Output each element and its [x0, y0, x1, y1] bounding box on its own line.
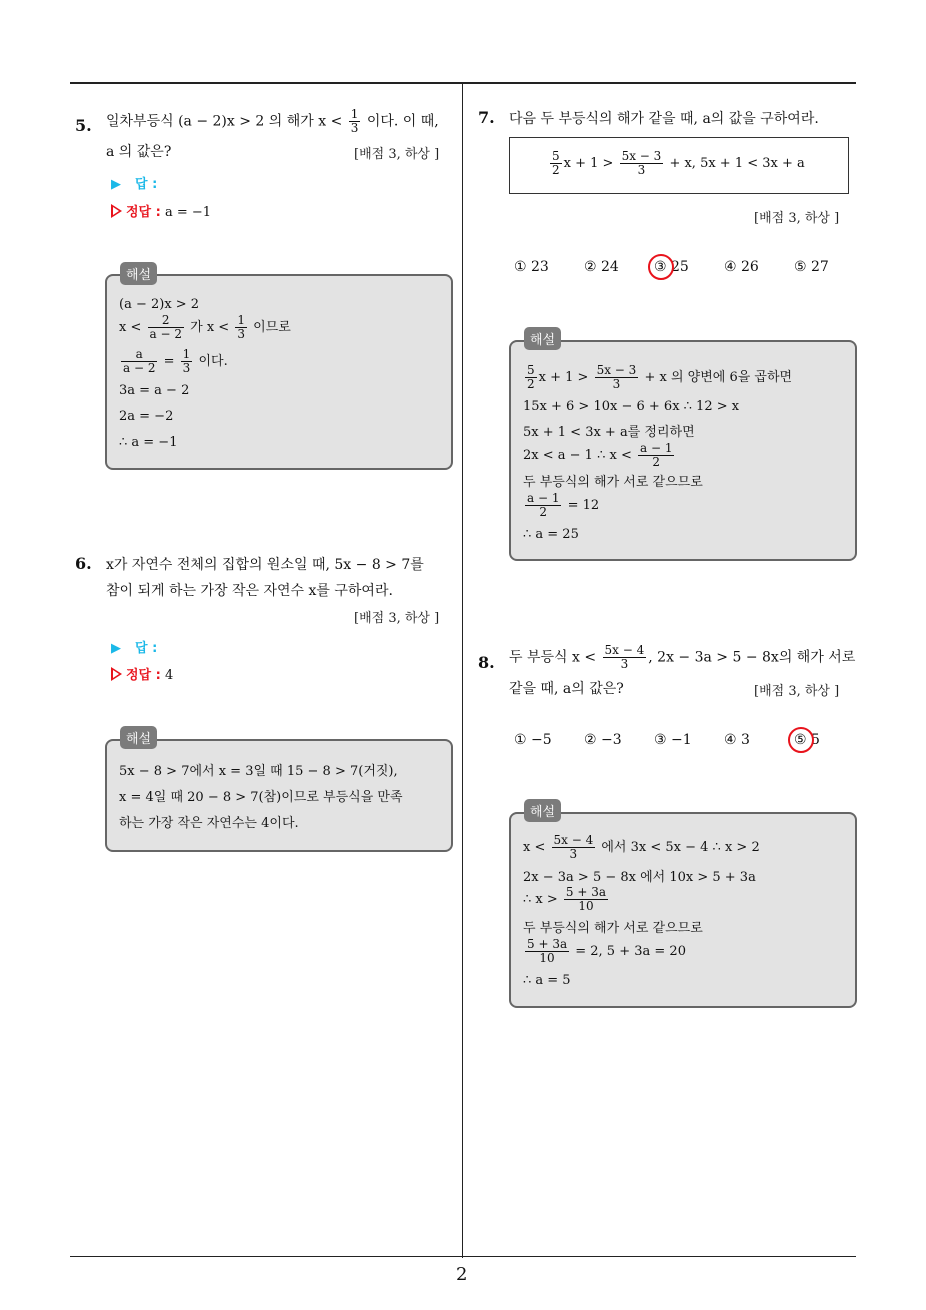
- score-difficulty: [배점 3, 하상 ]: [354, 147, 440, 162]
- open-triangle-icon: [111, 667, 122, 681]
- question-text-line1: 다음 두 부등식의 해가 같을 때, a의 값을 구하여라.: [509, 111, 819, 127]
- question-number: 8.: [478, 653, 495, 672]
- solution-tag: 해설: [524, 327, 561, 350]
- selected-answer-circle: [648, 254, 674, 280]
- solution-box: 5x − 8 > 7에서 x = 3일 때 15 − 8 > 7(거짓), x = 4일 때 20 − 8 > 7(참)이므로 부등식을 만족 하는 가장 작은 자연수는 4이다.: [105, 739, 453, 852]
- bottom-rule: [70, 1256, 856, 1257]
- solution-tag: 해설: [120, 726, 157, 749]
- choice-4[interactable]: ④ 3: [724, 732, 750, 748]
- correct-answer: 정답 : a = −1: [111, 201, 211, 220]
- question-text-line2: a 의 값은?: [106, 144, 172, 160]
- score-difficulty: [배점 3, 하상 ]: [754, 211, 840, 226]
- question-number: 7.: [478, 108, 495, 127]
- solution-box: x < $\frac{5x - 4}{3}$ 에서 3x < 5x − 4 ∴ x > 2 2x − 3a > 5 − 8x 에서 10x > 5 + 3a ∴ x > $\frac{5 + 3a}{10}$ 두 부등식의 해가 서로 같으므로 $\frac{5 + 3a}{10}$ = 2, 5 + 3a = 20 ∴ a = 5: [509, 812, 857, 1008]
- choice-2[interactable]: ② 24: [584, 259, 619, 275]
- choice-2[interactable]: ② −3: [584, 732, 622, 748]
- inequality-box: $\frac{5}{2}$ x + 1 > $\frac{5x - 3}{3}$ + x, 5x + 1 < 3x + a: [509, 137, 849, 194]
- choice-3[interactable]: ③ −1: [654, 732, 692, 748]
- choice-5[interactable]: ⑤ 27: [794, 259, 829, 275]
- question-text-line2: 같을 때, a의 값은?: [509, 681, 624, 697]
- choice-4[interactable]: ④ 26: [724, 259, 759, 275]
- question-text-line2: 참이 되게 하는 가장 작은 자연수 x를 구하여라.: [106, 583, 393, 599]
- selected-answer-circle: [788, 727, 814, 753]
- open-triangle-icon: [111, 204, 122, 218]
- solution-tag: 해설: [120, 262, 157, 285]
- choice-1[interactable]: ① 23: [514, 259, 549, 275]
- solution-box: $\frac{5}{2}$ x + 1 > $\frac{5x - 3}{3}$ + x 의 양변에 6을 곱하면 15x + 6 > 10x − 6 + 6x ∴ 12 > x 5x + 1 < 3x + a를 정리하면 2x < a − 1 ∴ x < $\frac{a - 1}{2}$ 두 부등식의 해가 서로 같으므로 $\frac{a - 1}{2}$ = 12 ∴ a = 25: [509, 340, 857, 561]
- question-text-line1: 두 부등식 x < $\frac{5x - 4}{3}$ , 2x − 3a > 5 − 8x의 해가 서로: [509, 643, 856, 671]
- center-divider: [462, 83, 463, 1258]
- top-rule: [70, 82, 856, 84]
- correct-answer: 정답 : 4: [111, 664, 173, 683]
- question-number: 5.: [75, 116, 92, 135]
- question-text-line1: 일차부등식 (a − 2)x > 2 의 해가 x < $\frac{1}{3}$ 이다. 이 때,: [106, 107, 439, 135]
- score-difficulty: [배점 3, 하상 ]: [354, 611, 440, 626]
- solution-box: (a − 2)x > 2 x < $\frac{2}{a - 2}$ 가 x < $\frac{1}{3}$ 이므로 $\frac{a}{a - 2}$ = $\frac{1}{3}$ 이다. 3a = a − 2 2a = −2 ∴ a = −1: [105, 274, 453, 470]
- solution-tag: 해설: [524, 799, 561, 822]
- question-number: 6.: [75, 554, 92, 573]
- fraction: $\frac{1}{3}$: [350, 107, 359, 135]
- choice-1[interactable]: ① −5: [514, 732, 552, 748]
- choice-3[interactable]: ③ 25: [654, 259, 689, 275]
- question-text-line1: x가 자연수 전체의 집합의 원소일 때, 5x − 8 > 7를: [106, 557, 424, 573]
- page-number: 2: [456, 1264, 468, 1285]
- answer-label: ▶ 답 :: [111, 177, 158, 192]
- answer-label: ▶ 답 :: [111, 641, 158, 656]
- choice-5[interactable]: ⑤ 5: [794, 732, 820, 748]
- score-difficulty: [배점 3, 하상 ]: [754, 684, 840, 699]
